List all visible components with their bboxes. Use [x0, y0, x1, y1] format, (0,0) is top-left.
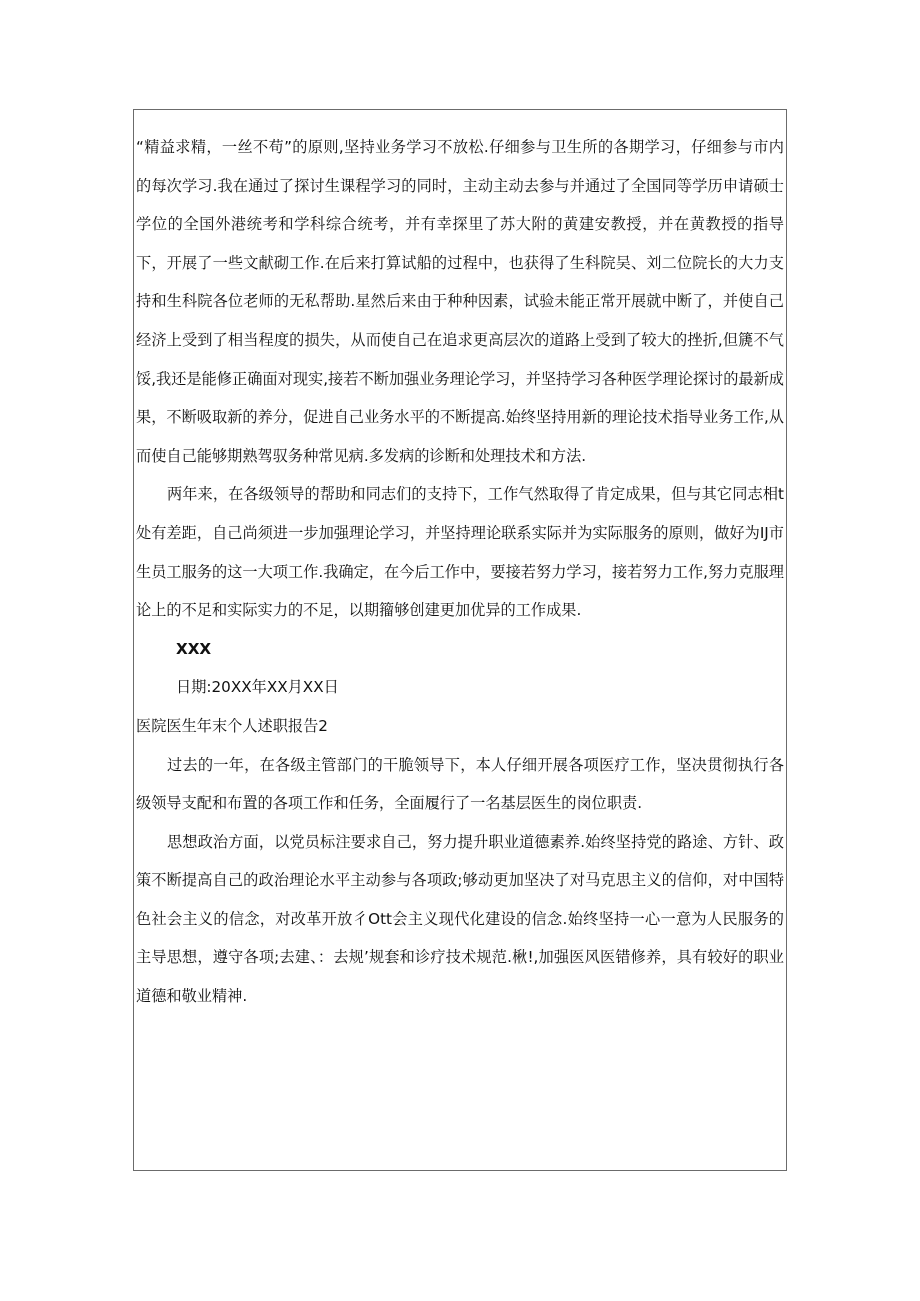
paragraph-politics: 思想政治方面，以党员标注要求自己，努力提升职业道德素养.始终坚持党的路途、方针、政策不断提高自己的政治理论水平主动参与各项政;够动更加坚决了对马克思主义的信仰，对中国特色社会主义的信念，对改革开放彳Ott会主义现代化建设的信念.始终坚持一心一意为人民服务的主导思想，遵守各项;去建、：去规’规套和诊疗技术规范.楸!,加强医风医错修养，具有较好的职业道德和敬业精神.	[136, 832, 784, 1006]
paragraph-study: “精益求精，一丝不苟”的原则,坚持业务学习不放松.仔细参与卫生所的各期学习，仔细参与市内的每次学习.我在通过了探讨生课程学习的同时，主动主动去参与并通过了全国同等学历申请硕士学位的全国外港统考和学科综合统考，并有幸探里了苏大附的黄建安教授，并在黄教授的指导下，开展了一些文献砌工作.在后来打算试船的过程中，也获得了生科院吴、刘二位院长的大力支持和生科院各位老师的无私帮助.星然后来由于种种因素，试验未能正常开展就中断了，并使自己经济上受到了相当程度的损失，从而使自己在追求更高层次的道路上受到了较大的挫折,但篪不气馁,我还是能修正确面对现实,接若不断加强业务理论学习，并坚持学习各种医学理论探讨的最新成果，不断吸取新的养分，促进自己业务水平的不断提高.始终坚持用新的理论技术指导业务工作,从而使自己能够期熟驾驭务种常见病.多发病的诊断和处理技术和方法.	[136, 138, 784, 465]
signature: XXX	[176, 639, 212, 658]
paragraph-two-years: 两年来，在各级领导的帮助和同志们的支持下，工作气然取得了肯定成果，但与其它同志相t处有差距，自己尚须进一步加强理论学习，并坚持理论联系实际并为实际服务的原则，做好为IJ市生员工服务的这一大项工作.我确定，在今后工作中，要接若努力学习，接若努力工作,努力克服理论上的不足和实际实力的不足，以期籀够创建更加优异的工作成果.	[136, 485, 784, 620]
document-body	[136, 128, 784, 1016]
document-page	[133, 109, 787, 1171]
section-title: 医院医生年末个人述职报告2	[136, 716, 328, 735]
report-date: 日期:20XX年XX月XX日	[176, 678, 339, 697]
paragraph-past-year: 过去的一年，在各级主管部门的干脆领导下，本人仔细开展各项医疗工作，坚决贯彻执行各级领导支配和布置的各项工作和任务，全面履行了一名基层医生的岗位职责.	[136, 755, 784, 813]
